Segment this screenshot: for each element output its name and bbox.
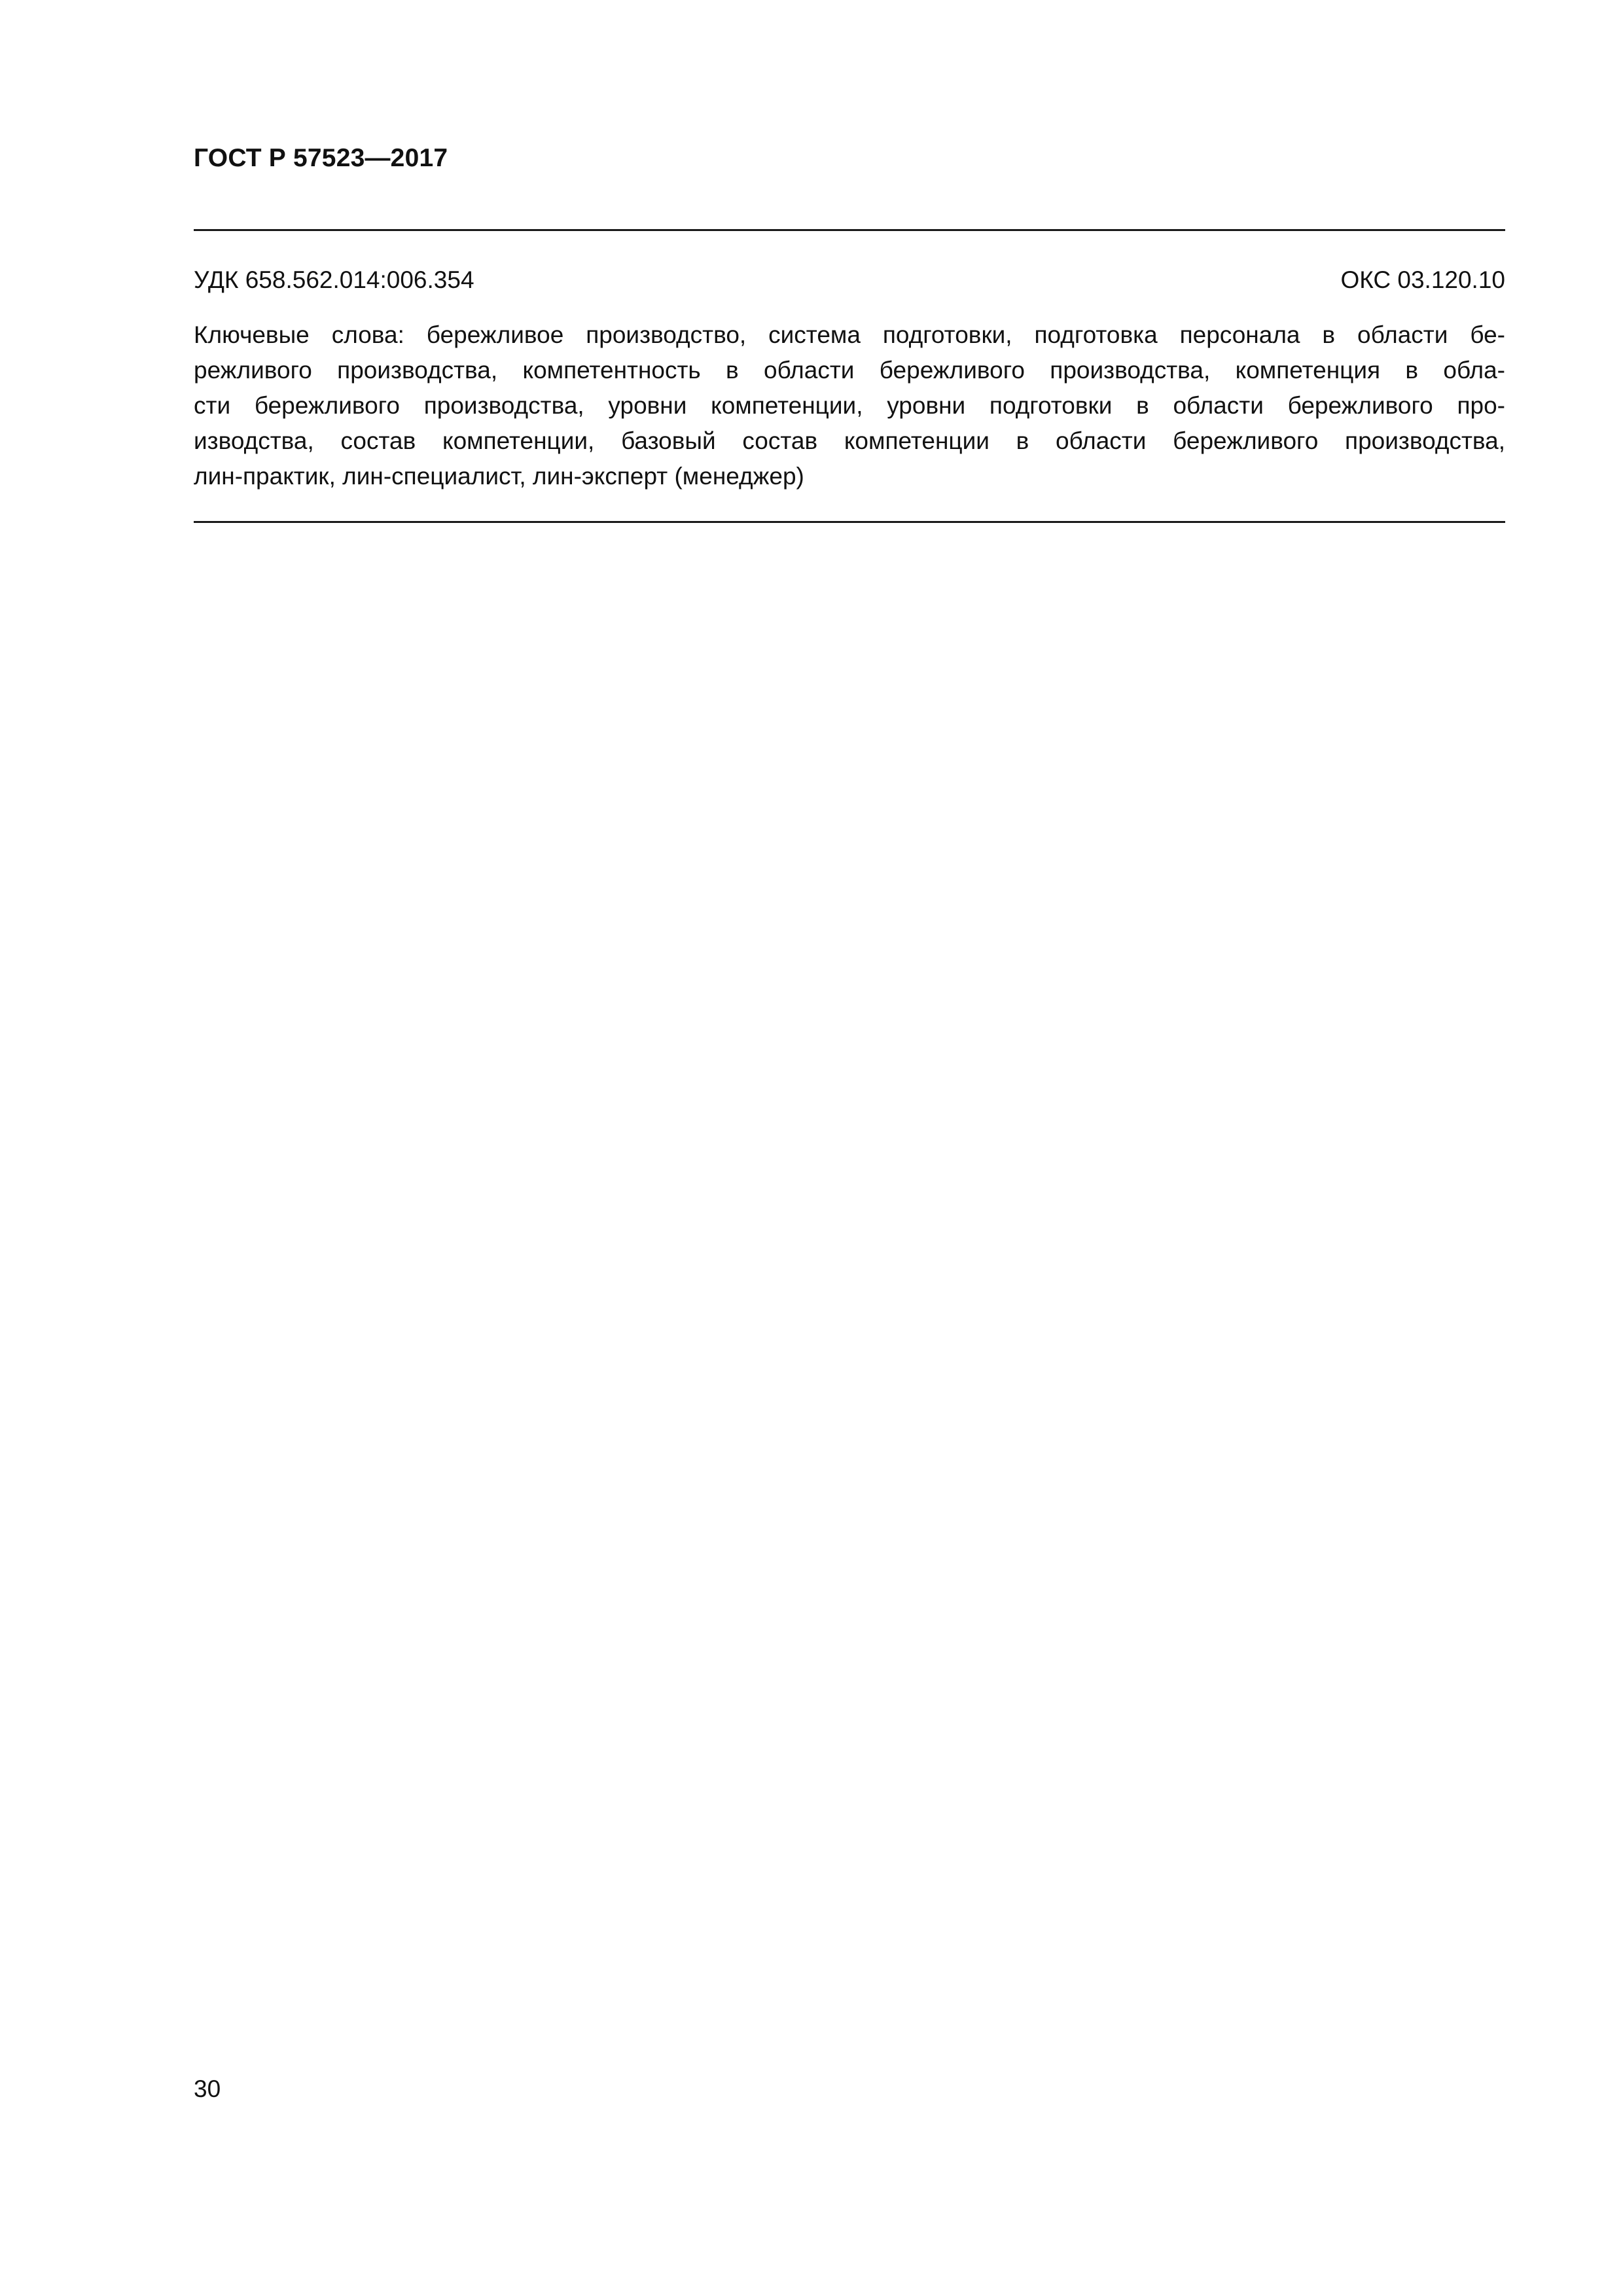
- keywords-line: лин-практик, лин-специалист, лин-эксперт (менеджер): [194, 463, 804, 490]
- oks-code: ОКС 03.120.10: [1340, 266, 1505, 293]
- keywords-line: изводства, состав компетенции, базовый состав компетенции в области бережливого производства,: [194, 427, 1505, 454]
- page-number: 30: [194, 2075, 221, 2102]
- top-divider: [194, 229, 1505, 231]
- udk-code: УДК 658.562.014:006.354: [194, 266, 474, 293]
- keywords-line: режливого производства, компетентность в области бережливого производства, компетенция в обла-: [194, 357, 1505, 384]
- standard-designation: ГОСТ Р 57523—2017: [194, 144, 448, 172]
- keywords-line: Ключевые слова: бережливое производство, система подготовки, подготовка персонала в области бе-: [194, 321, 1505, 348]
- bottom-divider: [194, 521, 1505, 523]
- keywords-line: сти бережливого производства, уровни компетенции, уровни подготовки в области бережливого про-: [194, 392, 1505, 419]
